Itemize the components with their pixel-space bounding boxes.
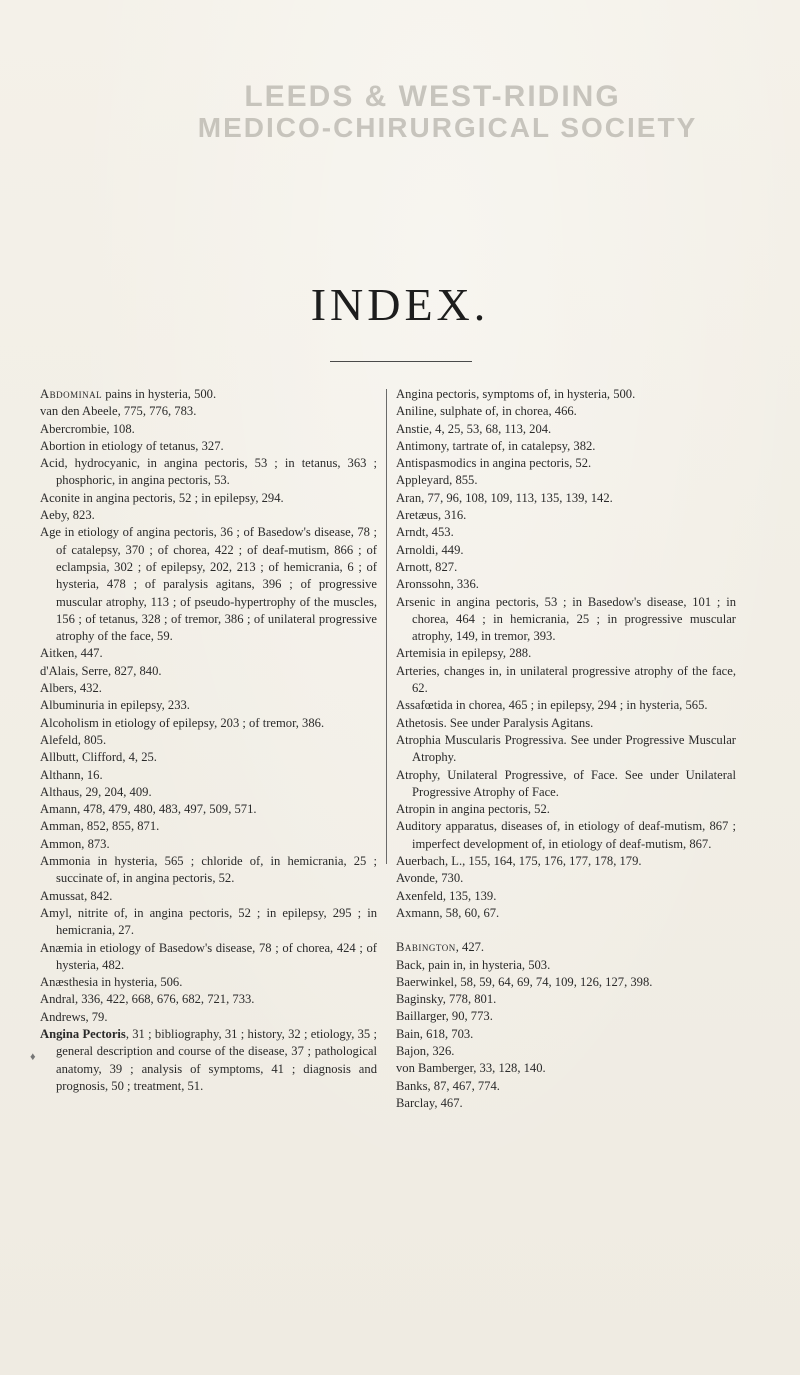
index-entry-text: Amyl, nitrite of, in angina pectoris, 52 ; in epilepsy, 295 ; in hemicrania, 27.	[40, 905, 377, 938]
index-entry	[40, 749, 377, 766]
index-entry-text: pains in hysteria, 500.	[102, 387, 217, 401]
index-entry-text: Antimony, tartrate of, in catalepsy, 382.	[396, 438, 596, 453]
index-entry-text: Albuminuria in epilepsy, 233.	[40, 698, 190, 713]
index-entry	[40, 853, 377, 888]
index-entry	[396, 1043, 736, 1060]
page-title: INDEX.	[310, 279, 490, 330]
index-entry	[396, 386, 736, 403]
index-entry-text: Baillarger, 90, 773.	[396, 1009, 493, 1024]
index-entry-text: Alefeld, 805.	[40, 732, 107, 747]
index-entry	[396, 715, 736, 732]
index-entry-text: Assafœtida in chorea, 465 ; in epilepsy, 294 ; in hysteria, 565.	[396, 698, 708, 713]
index-entry	[396, 974, 736, 991]
index-entry-text: Arnoldi, 449.	[396, 542, 464, 557]
index-entry	[40, 801, 377, 818]
index-entry	[40, 888, 377, 905]
index-entry	[40, 403, 377, 420]
index-entry-text: Anæmia in etiology of Basedow's disease, 78 ; of chorea, 424 ; of hysteria, 482.	[40, 940, 377, 972]
index-entry-heading: Babington	[396, 940, 456, 955]
index-entry	[396, 490, 736, 507]
index-entry-text: Alcoholism in etiology of epilepsy, 203 ; of tremor, 386.	[40, 715, 325, 730]
index-entry	[40, 524, 377, 645]
index-entry-heading: Abdominal	[40, 387, 103, 401]
index-entry-text: Amman, 852, 855, 871.	[40, 819, 160, 834]
index-entry	[396, 957, 736, 974]
library-stamp-line-1: LEEDS & WEST-RIDING	[244, 80, 621, 113]
index-entry-text: Bain, 618, 703.	[396, 1026, 474, 1041]
index-entry-text: Acid, hydrocyanic, in angina pectoris, 53 ; in tetanus, 363 ; phosphoric, in angina pectoris, 53.	[40, 456, 377, 488]
index-entry	[396, 991, 736, 1008]
index-entry-text: Atrophy, Unilateral Progressive, of Face. See under Unilateral Progressive Atrophy of Face.	[396, 767, 736, 799]
index-entry-text: von Bamberger, 33, 128, 140.	[396, 1061, 546, 1076]
index-entry-text: Baerwinkel, 58, 59, 64, 69, 74, 109, 126, 127, 398.	[396, 974, 653, 989]
index-entry-text: , 427.	[455, 940, 485, 955]
index-entry	[40, 905, 377, 940]
index-entry	[396, 438, 736, 455]
index-entry-text: , 31 ; bibliography, 31 ; history, 32 ; etiology, 35 ; general description and course of the disease, 37 ; pathological anatomy, 39 ; analysis of symptoms, 41 ; diagnosis and prognosis, 50 ; treatment, 51.	[56, 1026, 377, 1093]
index-entry	[396, 888, 736, 905]
index-entry-text: Amann, 478, 479, 480, 483, 497, 509, 571.	[40, 802, 257, 817]
index-entry	[40, 697, 377, 714]
index-entry-text: Aniline, sulphate of, in chorea, 466.	[396, 404, 577, 419]
index-entry-text: d'Alais, Serre, 827, 840.	[40, 663, 162, 678]
index-entry-text: Barclay, 467.	[396, 1095, 463, 1110]
index-entry-text: Arteries, changes in, in unilateral progressive atrophy of the face, 62.	[396, 663, 736, 696]
index-entry-text: Artemisia in epilepsy, 288.	[396, 646, 532, 661]
index-entry-text: Anstie, 4, 25, 53, 68, 113, 204.	[396, 421, 552, 436]
index-entry-text: Althann, 16.	[40, 767, 103, 782]
index-entry-text: Abortion in etiology of tetanus, 327.	[40, 438, 224, 453]
index-entry	[40, 386, 377, 403]
index-entry-text: Antispasmodics in angina pectoris, 52.	[396, 456, 592, 471]
index-entry-text: Atrophia Muscularis Progressiva. See under Progressive Muscular Atrophy.	[396, 732, 736, 765]
index-entry	[396, 645, 736, 662]
index-entry	[40, 767, 377, 784]
index-entry	[396, 697, 736, 714]
index-entry-text: Aran, 77, 96, 108, 109, 113, 135, 139, 142.	[396, 490, 613, 505]
index-entry-text: Aronssohn, 336.	[396, 577, 479, 592]
index-entry	[396, 1078, 736, 1095]
index-entry	[40, 421, 377, 438]
index-entry-text: Age in etiology of angina pectoris, 36 ; of Basedow's disease, 78 ; of catalepsy, 370 ; of chorea, 422 ; of deaf-mutism, 866 ; of eclampsia, 302 ; of epilepsy, 202, 213 ; of hemicrania, 6 ; of hysteria, 478 ; of paralysis agitans, 396 ; of progressive muscular atrophy, 113 ; of pseudo-hypertrophy of the muscles, 156 ; of tetanus, 328 ; of tremor, 386 ; of unilateral progressive atrophy of the face, 59.	[40, 525, 377, 644]
index-entry	[396, 472, 736, 489]
index-entry-text: Arsenic in angina pectoris, 53 ; in Basedow's disease, 101 ; in chorea, 464 ; in hemicrania, 25 ; in progressive muscular atrophy, 149, in tremor, 393.	[396, 594, 736, 644]
index-entry	[396, 732, 736, 767]
library-stamp-line-2: MEDICO-CHIRURGICAL SOCIETY	[197, 112, 698, 143]
index-entry	[40, 438, 377, 455]
index-entry-text: Banks, 87, 467, 774.	[396, 1078, 500, 1093]
index-entry	[396, 870, 736, 887]
index-entry	[40, 455, 377, 490]
index-entry-text: Allbutt, Clifford, 4, 25.	[40, 750, 157, 765]
index-entry	[40, 836, 377, 853]
index-entry-text: Arndt, 453.	[396, 525, 454, 540]
index-entry-text: Auerbach, L., 155, 164, 175, 176, 177, 178, 179.	[396, 854, 642, 869]
index-column-right	[396, 386, 736, 1112]
index-entry	[396, 524, 736, 541]
index-entry	[40, 490, 377, 507]
index-entry-text: Atropin in angina pectoris, 52.	[396, 802, 550, 817]
index-entry	[40, 507, 377, 524]
index-entry-text: Aconite in angina pectoris, 52 ; in epilepsy, 294.	[40, 490, 284, 505]
index-entry-text: Baginsky, 778, 801.	[396, 992, 497, 1007]
index-entry-text: Andral, 336, 422, 668, 676, 682, 721, 733.	[40, 992, 255, 1007]
index-entry	[40, 663, 377, 680]
index-entry	[396, 507, 736, 524]
index-entry-text: Angina pectoris, symptoms of, in hysteria, 500.	[396, 387, 636, 401]
index-entry-text: Back, pain in, in hysteria, 503.	[396, 957, 551, 972]
index-entry-text: Aitken, 447.	[40, 646, 103, 661]
index-entry	[396, 594, 736, 646]
index-entry-text: Anæsthesia in hysteria, 506.	[40, 975, 183, 990]
index-entry	[396, 818, 736, 853]
index-entry	[396, 1008, 736, 1025]
index-entry-text: Appleyard, 855.	[396, 473, 478, 488]
index-entry-text: Athetosis. See under Paralysis Agitans.	[396, 715, 594, 730]
index-entry	[40, 1009, 377, 1026]
index-entry	[40, 784, 377, 801]
index-entry	[396, 801, 736, 818]
index-entry-text: Bajon, 326.	[396, 1043, 455, 1058]
index-entry	[396, 1095, 736, 1112]
index-entry	[40, 645, 377, 662]
index-entry	[40, 1026, 377, 1095]
index-entry	[40, 940, 377, 975]
index-entry	[396, 853, 736, 870]
index-entry-text: Albers, 432.	[40, 681, 102, 696]
letter-section-gap	[396, 922, 736, 939]
index-entry-text: Avonde, 730.	[396, 871, 464, 886]
index-entry	[396, 1060, 736, 1077]
index-entry	[396, 542, 736, 559]
index-entry-text: van den Abeele, 775, 776, 783.	[40, 404, 197, 419]
index-entry-heading: Angina Pectoris	[40, 1026, 126, 1041]
index-entry	[40, 715, 377, 732]
index-entry-text: Ammonia in hysteria, 565 ; chloride of, in hemicrania, 25 ; succinate of, in angina pectoris, 52.	[40, 854, 377, 886]
index-entry-text: Arnott, 827.	[396, 559, 458, 574]
index-entry-text: Aeby, 823.	[40, 508, 95, 523]
index-entry	[396, 663, 736, 698]
index-entry-text: Auditory apparatus, diseases of, in etiology of deaf-mutism, 867 ; imperfect development of, in etiology of deaf-mutism, 867.	[396, 819, 736, 851]
index-entry-text: Aretæus, 316.	[396, 508, 467, 523]
index-entry	[40, 732, 377, 749]
index-entry-text: Abercrombie, 108.	[40, 421, 135, 436]
index-entry	[396, 559, 736, 576]
margin-mark: ♦	[30, 1051, 36, 1063]
index-entry	[396, 421, 736, 438]
index-column-left	[40, 386, 377, 1095]
index-entry	[396, 939, 736, 956]
index-entry	[396, 455, 736, 472]
index-entry	[396, 576, 736, 593]
title-rule	[330, 361, 472, 362]
index-entry-text: Althaus, 29, 204, 409.	[40, 784, 152, 799]
index-entry	[396, 767, 736, 802]
index-entry	[40, 818, 377, 835]
index-entry-text: Axenfeld, 135, 139.	[396, 888, 497, 903]
index-entry	[40, 680, 377, 697]
index-entry	[396, 403, 736, 420]
index-entry	[396, 1026, 736, 1043]
index-entry-text: Ammon, 873.	[40, 836, 110, 851]
index-entry-text: Axmann, 58, 60, 67.	[396, 905, 500, 920]
index-entry-text: Amussat, 842.	[40, 888, 113, 903]
index-entry-text: Andrews, 79.	[40, 1009, 108, 1024]
column-divider	[386, 389, 387, 864]
index-entry	[396, 905, 736, 922]
index-entry	[40, 991, 377, 1008]
index-entry	[40, 974, 377, 991]
